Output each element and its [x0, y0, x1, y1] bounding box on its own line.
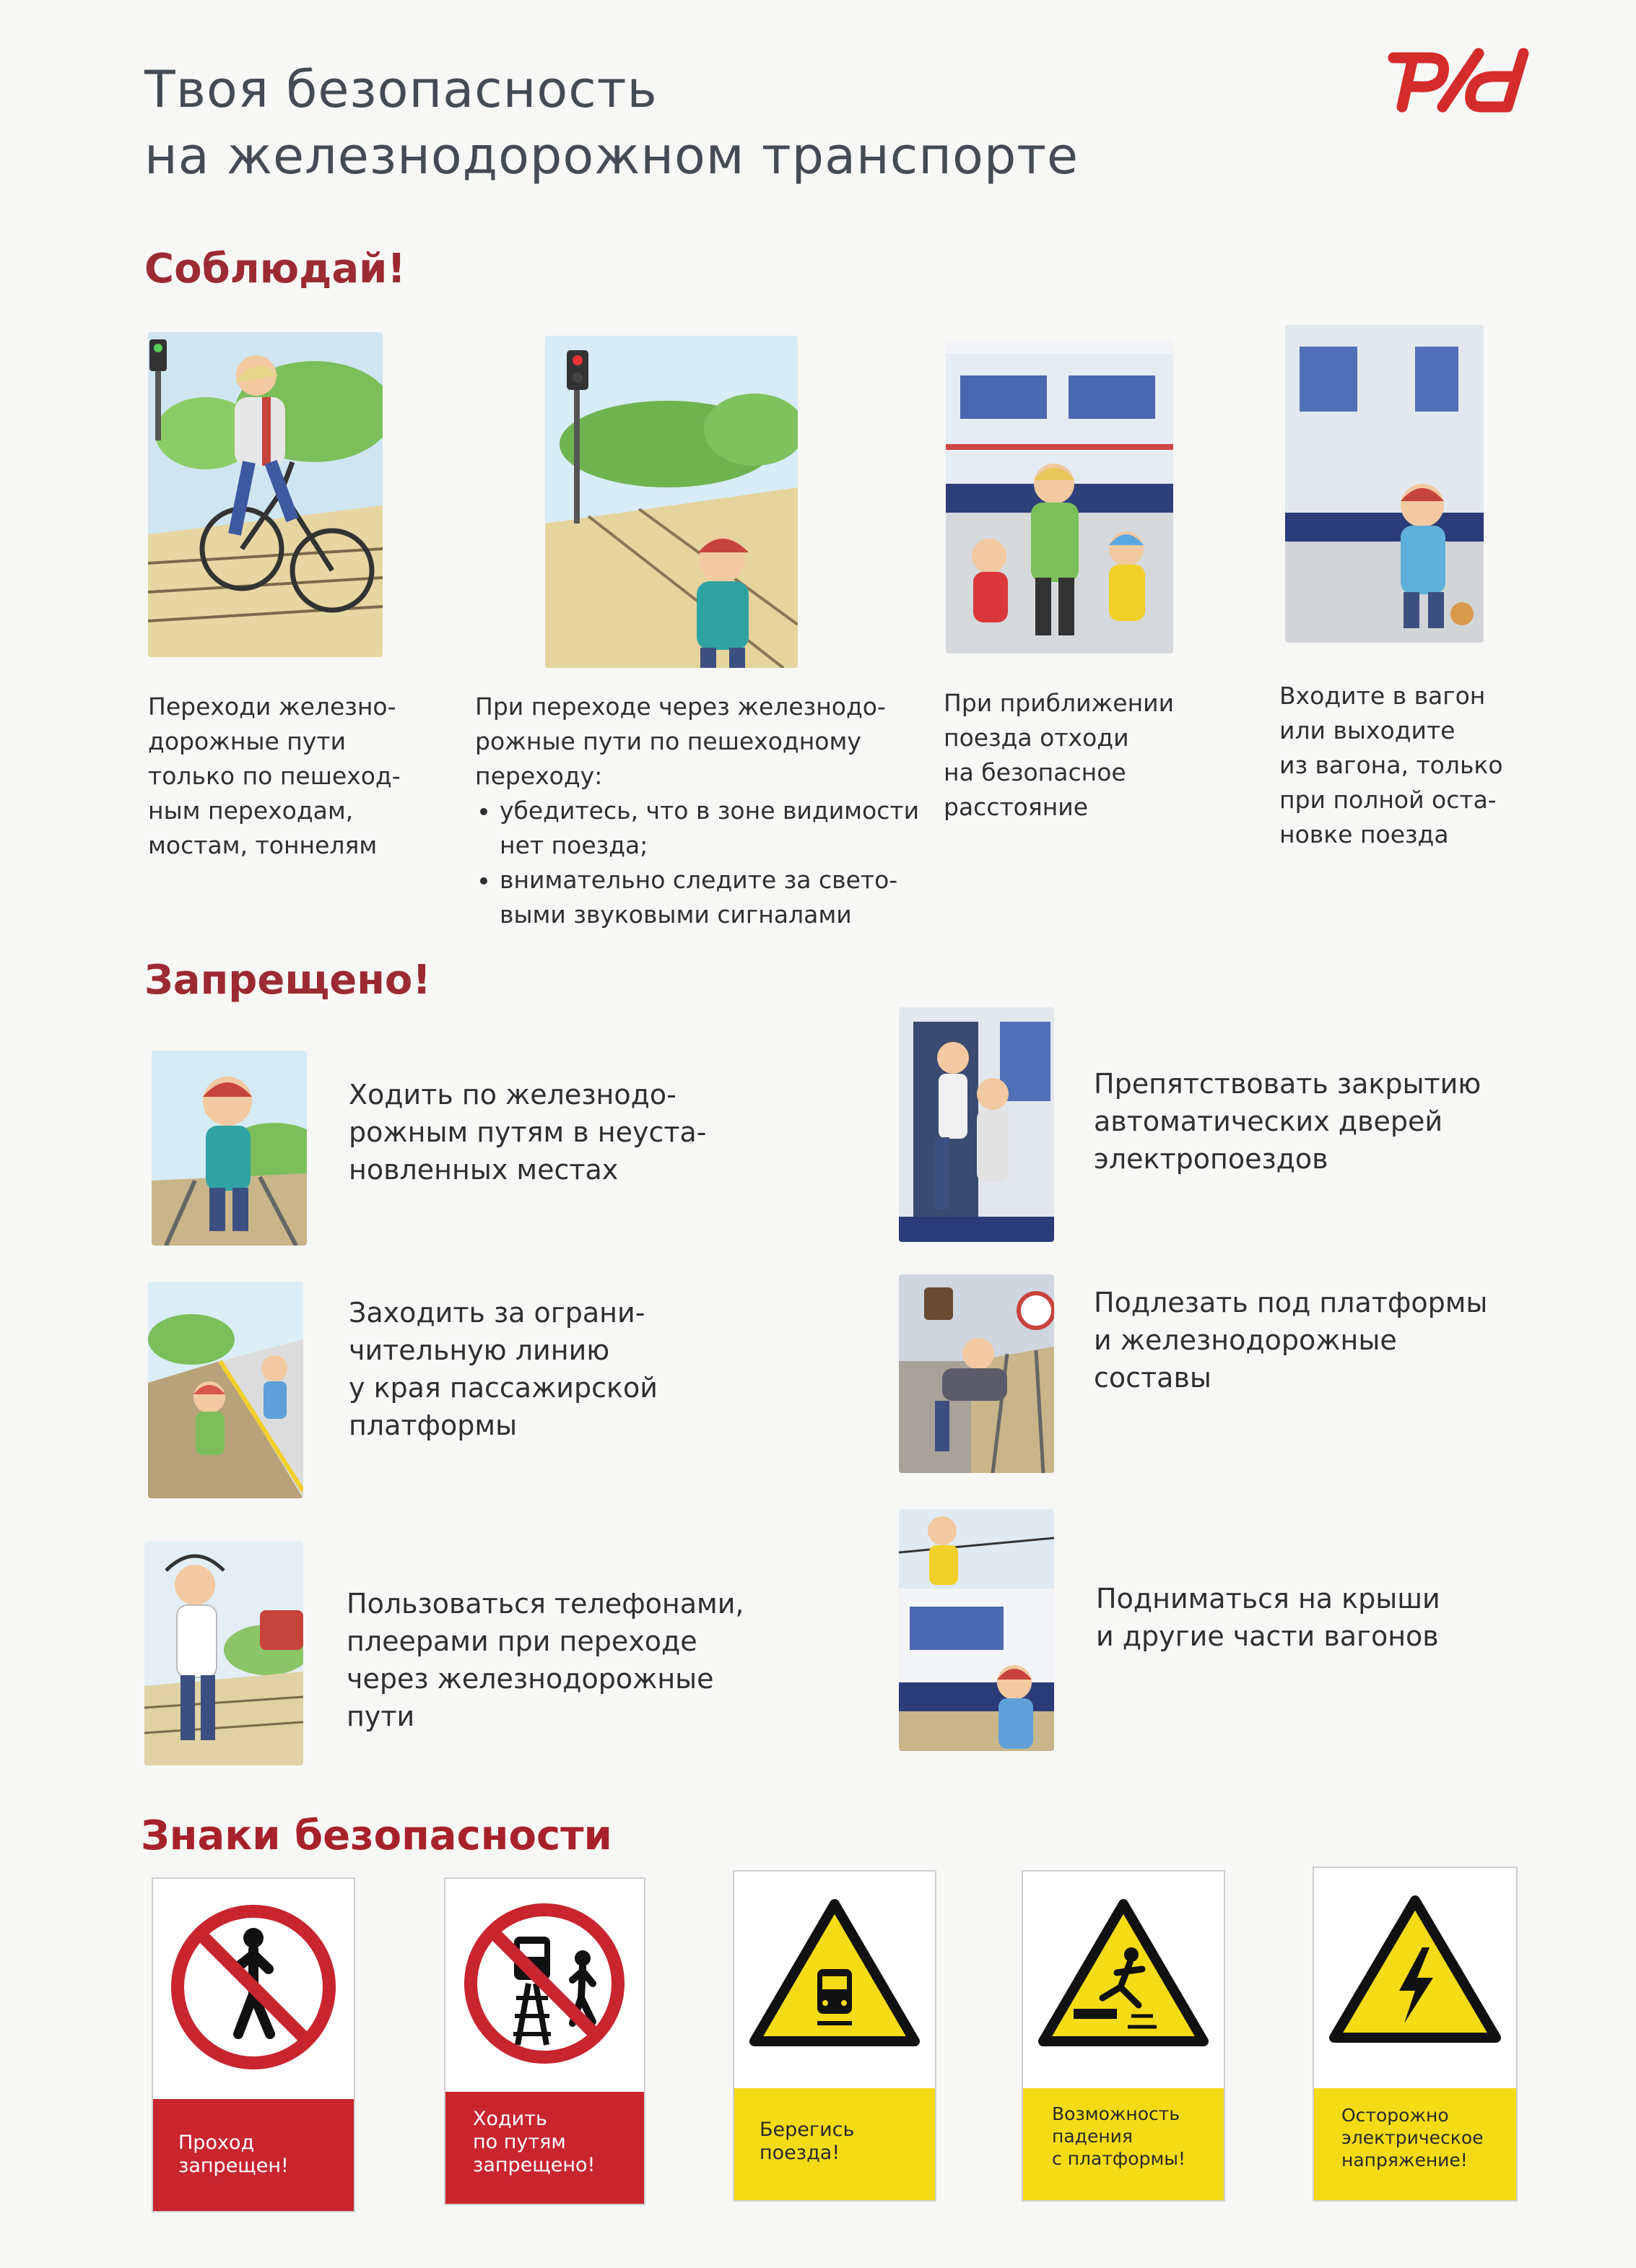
sign-label [760, 2119, 854, 2165]
signs-heading: Знаки безопасности [141, 1812, 612, 1859]
observe-caption-2 [475, 690, 923, 932]
sign-label [1052, 2103, 1185, 2170]
forbidden-line: Ходить по железнодо- [349, 1079, 676, 1111]
caption-line: ным переходам, [148, 796, 354, 825]
caption-line: поезда отходи [944, 724, 1129, 752]
forbidden-line: Заходить за ограни- [349, 1297, 645, 1329]
sign-label-line: Проход [178, 2132, 255, 2154]
caption-line: переходу: [475, 762, 603, 790]
forbidden-text-2 [349, 1294, 753, 1444]
sign-label-line: электрическое [1341, 2127, 1484, 2148]
caption-line: новке поезда [1279, 820, 1449, 848]
sign-label-line: напряжение! [1341, 2150, 1468, 2171]
sign-label-line: падения [1052, 2126, 1133, 2147]
forbidden-line: Подниматься на крыши [1096, 1583, 1440, 1615]
caption-line: из вагона, только [1279, 751, 1503, 779]
sign-label-line: Ходить [473, 2108, 547, 2130]
high-voltage-warning-icon [1314, 1868, 1516, 2085]
sign-label [473, 2108, 595, 2177]
forbidden-text-3 [347, 1585, 780, 1735]
no-pedestrian-icon [153, 1879, 354, 2095]
caption-bullet-item: • убедитесь, что в зоне видимости нет поезда; [500, 794, 923, 863]
sign-beware-train [733, 1870, 936, 2202]
caption-line: или выходите [1279, 716, 1456, 744]
forbidden-illustration-climbing-roof [899, 1509, 1054, 1751]
forbidden-line: Препятствовать закрытию [1094, 1068, 1481, 1100]
sign-label-line: запрещено! [473, 2154, 596, 2176]
forbidden-illustration-walking-on-tracks [152, 1051, 307, 1246]
sign-label [178, 2132, 289, 2178]
caption-line: При приближении [944, 689, 1175, 717]
forbidden-line: электропоездов [1094, 1143, 1328, 1175]
observe-illustration-crossing-tracks [148, 332, 383, 657]
forbidden-line: автоматических дверей [1094, 1105, 1443, 1137]
forbidden-illustration-blocking-doors [899, 1007, 1054, 1242]
forbidden-line: у края пассажирской [349, 1372, 658, 1404]
forbidden-line: чительную линию [349, 1334, 610, 1366]
sign-label-line: поезда! [760, 2142, 840, 2164]
sign-label-line: Берегись [760, 2119, 855, 2141]
forbidden-illustration-phone-use [144, 1542, 303, 1765]
observe-illustration-safe-distance [946, 339, 1173, 653]
caption-line: При переходе через железнодо- [475, 692, 886, 721]
forbidden-line: составы [1094, 1362, 1211, 1394]
caption-line: мостам, тоннелям [148, 831, 378, 859]
page-title-line-1: Твоя безопасность [144, 60, 658, 119]
observe-caption-4 [1279, 679, 1568, 852]
sign-label-line: запрещен! [178, 2155, 289, 2177]
sign-label-line: по путям [473, 2131, 566, 2153]
forbidden-text-6 [1096, 1580, 1558, 1655]
forbidden-line: плеерами при переходе [347, 1625, 697, 1657]
observe-heading: Соблюдай! [144, 246, 406, 292]
caption-line: Переходи железно- [148, 692, 396, 721]
caption-line: при полной оста- [1279, 786, 1497, 814]
sign-label-band [734, 2088, 935, 2200]
caption-line: на безопасное [944, 758, 1126, 786]
sign-no-passage [152, 1877, 355, 2212]
caption-line: расстояние [944, 793, 1089, 821]
page-title [144, 56, 1079, 189]
observe-caption-1 [148, 690, 437, 863]
sign-label [1341, 2104, 1484, 2171]
fall-from-platform-warning-icon [1023, 1872, 1224, 2088]
caption-line: дорожные пути [148, 727, 347, 755]
forbidden-heading: Запрещено! [144, 957, 431, 1004]
observe-illustration-boarding [1285, 325, 1484, 643]
forbidden-line: Подлезать под платформы [1094, 1287, 1488, 1318]
sign-label-band [153, 2099, 354, 2211]
sign-no-walking-on-tracks [444, 1877, 645, 2205]
no-walking-on-tracks-icon [445, 1879, 644, 2088]
rzd-logo [1386, 43, 1531, 116]
caption-line: Входите в вагон [1279, 682, 1486, 710]
page-title-line-2: на железнодорожном транспорте [144, 126, 1079, 186]
forbidden-line: и железнодорожные [1094, 1324, 1397, 1356]
sign-label-line: Осторожно [1341, 2105, 1449, 2126]
caption-bullet-item: • внимательно следите за свето- выми звуковыми сигналами [500, 863, 923, 932]
sign-high-voltage [1313, 1867, 1518, 2202]
forbidden-line: пути [347, 1700, 415, 1732]
caption-bullets [475, 794, 923, 932]
sign-label-band [445, 2092, 644, 2204]
forbidden-illustration-crawling-under [899, 1274, 1054, 1473]
forbidden-text-4 [1094, 1065, 1563, 1178]
sign-label-band [1023, 2088, 1224, 2200]
forbidden-text-1 [349, 1076, 753, 1189]
sign-label-line: с платформы! [1052, 2148, 1186, 2169]
sign-label-line: Возможность [1052, 2103, 1180, 2124]
forbidden-line: платформы [349, 1409, 518, 1441]
forbidden-illustration-platform-edge [148, 1282, 303, 1498]
observe-illustration-crossing-signals [545, 336, 798, 668]
forbidden-line: Пользоваться телефонами, [347, 1588, 744, 1620]
forbidden-line: рожным путям в неуста- [349, 1116, 707, 1148]
caption-line: только по пешеход- [148, 762, 401, 790]
forbidden-line: и другие части вагонов [1096, 1620, 1439, 1652]
train-warning-icon [734, 1872, 935, 2088]
caption-line: рожные пути по пешеходному [475, 727, 861, 755]
forbidden-line: через железнодорожные [347, 1663, 714, 1695]
forbidden-line: новленных местах [349, 1154, 619, 1186]
sign-fall-from-platform [1022, 1870, 1225, 2202]
sign-label-band [1314, 2088, 1516, 2200]
forbidden-text-5 [1094, 1284, 1563, 1396]
observe-caption-3 [944, 686, 1232, 825]
